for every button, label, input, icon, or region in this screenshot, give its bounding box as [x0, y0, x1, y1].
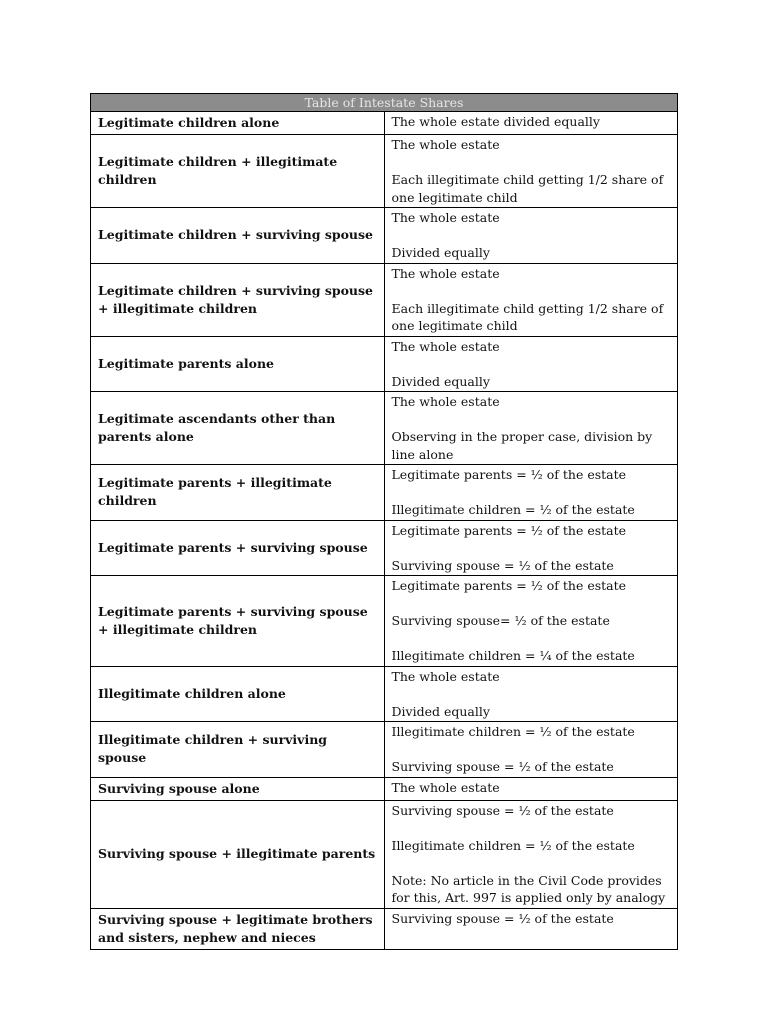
- table-title-row: [91, 94, 678, 112]
- share-line: Surviving spouse = ½ of the estate: [391, 759, 614, 774]
- share-line: Illegitimate children = ½ of the estate: [391, 837, 635, 853]
- share-cell: [384, 465, 678, 521]
- share-line: The whole estate: [391, 394, 500, 409]
- share-line: Each illegitimate child getting 1/2 share of one legitimate child: [391, 172, 664, 205]
- share-cell: [384, 392, 678, 465]
- share-cell: [384, 112, 678, 135]
- share-cell: [384, 135, 678, 208]
- share-cell: [384, 336, 678, 392]
- table-row: [91, 263, 678, 336]
- share-line: Illegitimate children = ½ of the estate: [391, 502, 635, 517]
- share-cell: [384, 263, 678, 336]
- table-row: [91, 112, 678, 135]
- heirs-cell: Surviving spouse + legitimate brothers and sisters, nephew and nieces: [91, 908, 385, 949]
- share-cell: [384, 777, 678, 800]
- share-cell: [384, 666, 678, 722]
- table-row: [91, 666, 678, 722]
- share-cell: [384, 520, 678, 576]
- share-line: Legitimate parents = ½ of the estate: [391, 467, 627, 482]
- share-cell: [384, 722, 678, 778]
- heirs-cell: Legitimate parents + surviving spouse + illegitimate children: [91, 576, 385, 667]
- table-title: Table of Intestate Shares: [91, 94, 678, 112]
- heirs-cell: Legitimate parents alone: [91, 336, 385, 392]
- share-cell: [384, 208, 678, 264]
- document-page: [90, 93, 678, 950]
- share-line: Illegitimate children = ½ of the estate: [391, 724, 635, 739]
- table-row: [91, 520, 678, 576]
- table-row: [91, 465, 678, 521]
- share-line: The whole estate divided equally: [391, 114, 600, 129]
- share-line: The whole estate: [391, 779, 500, 795]
- share-line: Surviving spouse = ½ of the estate: [391, 802, 614, 818]
- share-line: Surviving spouse= ½ of the estate: [391, 613, 610, 628]
- table-body: [91, 112, 678, 950]
- share-line: Legitimate parents = ½ of the estate: [391, 578, 627, 593]
- share-line: Observing in the proper case, division by line alone: [391, 429, 653, 462]
- share-line: Surviving spouse = ½ of the estate: [391, 557, 614, 573]
- share-line: Divided equally: [391, 703, 490, 719]
- heirs-cell: Illegitimate children alone: [91, 666, 385, 722]
- share-cell: [384, 800, 678, 908]
- table-row: [91, 777, 678, 800]
- heirs-cell: Legitimate children alone: [91, 112, 385, 135]
- share-line: Surviving spouse = ½ of the estate: [391, 910, 614, 926]
- table-row: [91, 208, 678, 264]
- share-line: Each illegitimate child getting 1/2 share of one legitimate child: [391, 300, 664, 333]
- share-line: The whole estate: [391, 338, 500, 354]
- share-cell: [384, 576, 678, 667]
- heirs-cell: Illegitimate children + surviving spouse: [91, 722, 385, 778]
- table-row: [91, 392, 678, 465]
- table-row: [91, 722, 678, 778]
- share-line: Divided equally: [391, 245, 490, 260]
- share-line: Divided equally: [391, 373, 490, 389]
- share-line: The whole estate: [391, 137, 500, 152]
- share-line: The whole estate: [391, 265, 500, 281]
- heirs-cell: Surviving spouse + illegitimate parents: [91, 800, 385, 908]
- share-line: Legitimate parents = ½ of the estate: [391, 522, 627, 538]
- intestate-shares-table: [90, 93, 678, 950]
- table-row: [91, 576, 678, 667]
- heirs-cell: Legitimate children + surviving spouse: [91, 208, 385, 264]
- heirs-cell: Legitimate children + illegitimate children: [91, 135, 385, 208]
- heirs-cell: Legitimate ascendants other than parents alone: [91, 392, 385, 465]
- heirs-cell: Legitimate children + surviving spouse + illegitimate children: [91, 263, 385, 336]
- table-row: [91, 135, 678, 208]
- share-cell: [384, 908, 678, 949]
- heirs-cell: Legitimate parents + surviving spouse: [91, 520, 385, 576]
- table-row: [91, 800, 678, 908]
- share-line: The whole estate: [391, 668, 500, 684]
- share-line: Note: No article in the Civil Code provides for this, Art. 997 is applied only by analogy: [391, 872, 666, 905]
- table-row: [91, 908, 678, 949]
- share-line: Illegitimate children = ¼ of the estate: [391, 648, 635, 663]
- heirs-cell: Surviving spouse alone: [91, 777, 385, 800]
- table-row: [91, 336, 678, 392]
- share-line: The whole estate: [391, 210, 500, 225]
- heirs-cell: Legitimate parents + illegitimate children: [91, 465, 385, 521]
